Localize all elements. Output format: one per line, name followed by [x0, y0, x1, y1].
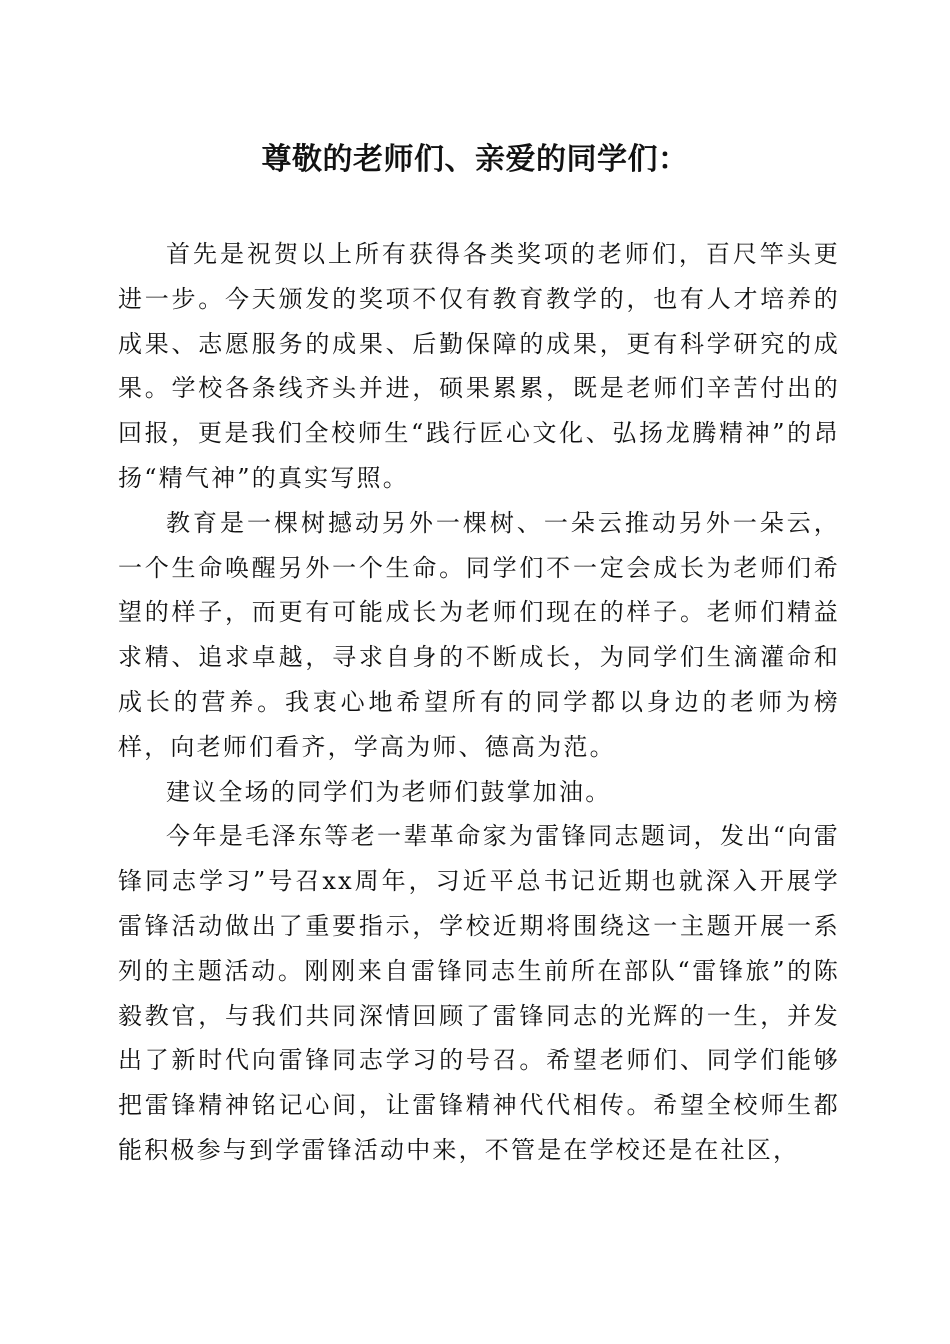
paragraph-congratulations: 首先是祝贺以上所有获得各类奖项的老师们，百尺竿头更进一步。今天颁发的奖项不仅有教育教学的，也有人才培养的成果、志愿服务的成果、后勤保障的成果，更有科学研究的成果。学校各条线齐头并进，硕果累累，既是老师们辛苦付出的回报，更是我们全校师生“践行匠心文化、弘扬龙腾精神”的昂扬“精气神”的真实写照。 — [118, 240, 840, 492]
document-body — [118, 232, 840, 1173]
paragraph-applause: 建议全场的同学们为老师们鼓掌加油。 — [166, 777, 612, 806]
paragraph-education: 教育是一棵树撼动另外一棵树、一朵云推动另外一朵云，一个生命唤醒另外一个生命。同学们不一定会成长为老师们希望的样子，而更有可能成长为老师们现在的样子。老师们精益求精、追求卓越，寻求自身的不断成长，为同学们生滴灌命和成长的营养。我衷心地希望所有的同学都以身边的老师为榜样，向老师们看齐，学高为师、德高为范。 — [118, 508, 840, 761]
document-title: 尊敬的老师们、亲爱的同学们： — [261, 142, 689, 177]
paragraph-lei-feng: 今年是毛泽东等老一辈革命家为雷锋同志题词，发出“向雷锋同志学习”号召xx周年，习近平总书记近期也就深入开展学雷锋活动做出了重要指示，学校近期将围绕这一主题开展一系列的主题活动。刚刚来自雷锋同志生前所在部队“雷锋旅”的陈毅教官，与我们共同深情回顾了雷锋同志的光辉的一生，并发出了新时代向雷锋同志学习的号召。希望老师们、同学们能够把雷锋精神铭记心间，让雷锋精神代代相传。希望全校师生都能积极参与到学雷锋活动中来，不管是在学校还是在社区， — [118, 822, 840, 1164]
